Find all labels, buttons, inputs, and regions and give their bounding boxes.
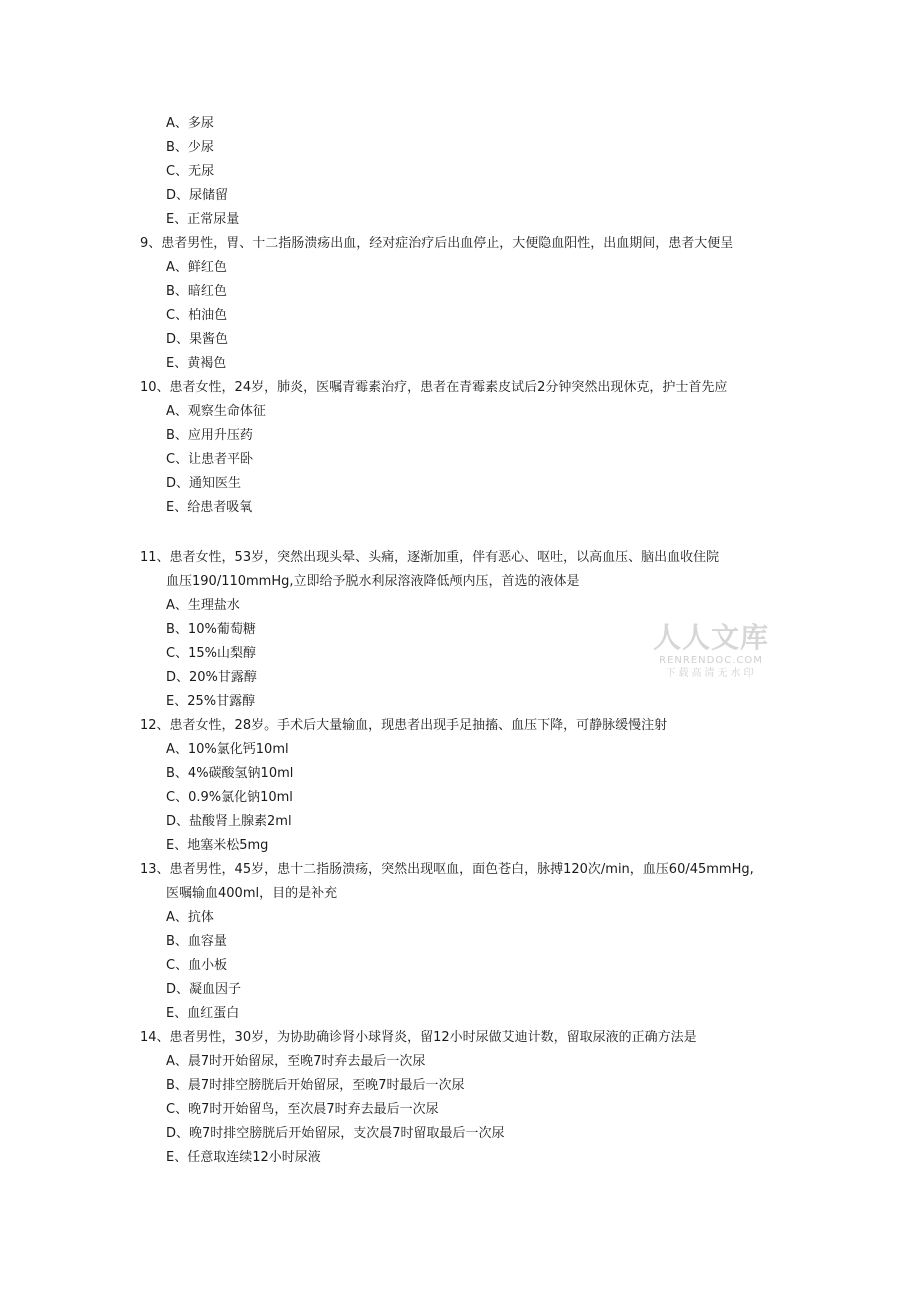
watermark [646, 622, 776, 681]
option-line: A、抗体 [166, 910, 214, 925]
option-line: D、尿储留 [166, 188, 229, 203]
watermark-title: 人人文库 [652, 621, 769, 654]
option-line: E、正常尿量 [166, 212, 240, 227]
option-line: D、20%甘露醇 [166, 670, 257, 685]
question-11-text: 11、患者女性，53岁，突然出现头晕、头痛，逐渐加重，伴有恶心、呕吐，以高血压、脑出血收住院 [140, 550, 720, 565]
option-line: C、柏油色 [166, 308, 228, 323]
option-line: C、15%山梨醇 [166, 646, 256, 661]
option-line: B、血容量 [166, 934, 227, 949]
question-14-text: 14、患者男性，30岁，为协助确诊肾小球肾炎，留12小时尿做艾迪计数，留取尿液的正确方法是 [140, 1030, 697, 1045]
option-line: D、果酱色 [166, 332, 229, 347]
option-line: C、晚7时开始留鸟，至次晨7时弃去最后一次尿 [166, 1102, 439, 1117]
watermark-domain: RENRENDOC.COM [659, 655, 763, 666]
option-line: D、通知医生 [166, 476, 242, 491]
watermark-tagline: 下载高清无水印 [665, 668, 757, 679]
option-line: E、地塞米松5mg [166, 838, 269, 853]
option-line: A、观察生命体征 [166, 404, 266, 419]
option-line: E、黄褐色 [166, 356, 227, 371]
option-line: B、少尿 [166, 140, 214, 155]
option-line: C、0.9%氯化钠10ml [166, 790, 293, 805]
option-line: D、凝血因子 [166, 982, 242, 997]
option-line: A、晨7时开始留尿，至晚7时弃去最后一次尿 [166, 1054, 426, 1069]
question-13-text-cont: 医嘱输血400ml，目的是补充 [166, 886, 338, 901]
question-11-text-cont: 血压190/110mmHg,立即给予脱水利尿溶液降低颅内压，首选的液体是 [166, 574, 580, 589]
option-line: C、血小板 [166, 958, 228, 973]
option-line: B、暗红色 [166, 284, 227, 299]
option-line: E、任意取连续12小时尿液 [166, 1150, 321, 1165]
option-line: A、生理盐水 [166, 598, 240, 613]
option-line: A、10%氯化钙10ml [166, 742, 289, 757]
option-line: E、给患者吸氧 [166, 500, 253, 515]
question-12-text: 12、患者女性，28岁。手术后大量输血，现患者出现手足抽搐、血压下降，可静脉缓慢注射 [140, 718, 668, 733]
question-13-text: 13、患者男性，45岁，患十二指肠溃疡，突然出现呕血，面色苍白，脉搏120次/min，血压60/45mmHg, [140, 862, 754, 877]
option-line: D、晚7时排空膀胱后开始留尿，支次晨7时留取最后一次尿 [166, 1126, 505, 1141]
option-line: B、应用升压药 [166, 428, 253, 443]
option-line: B、晨7时排空膀胱后开始留尿，至晚7时最后一次尿 [166, 1078, 465, 1093]
question-10-text: 10、患者女性，24岁，肺炎，医嘱青霉素治疗，患者在青霉素皮试后2分钟突然出现休克，护士首先应 [140, 380, 728, 395]
option-line: D、盐酸肾上腺素2ml [166, 814, 292, 829]
question-9-text: 9、患者男性，胃、十二指肠溃疡出血，经对症治疗后出血停止，大便隐血阳性，出血期间，患者大便呈 [140, 236, 734, 251]
option-line: B、10%葡萄糖 [166, 622, 256, 637]
option-line: A、鲜红色 [166, 260, 227, 275]
option-line: E、血红蛋白 [166, 1006, 240, 1021]
option-line: E、25%甘露醇 [166, 694, 256, 709]
option-line: B、4%碳酸氢钠10ml [166, 766, 294, 781]
option-line: A、多尿 [166, 116, 214, 131]
option-line: C、让患者平卧 [166, 452, 254, 467]
option-line: C、无尿 [166, 164, 215, 179]
